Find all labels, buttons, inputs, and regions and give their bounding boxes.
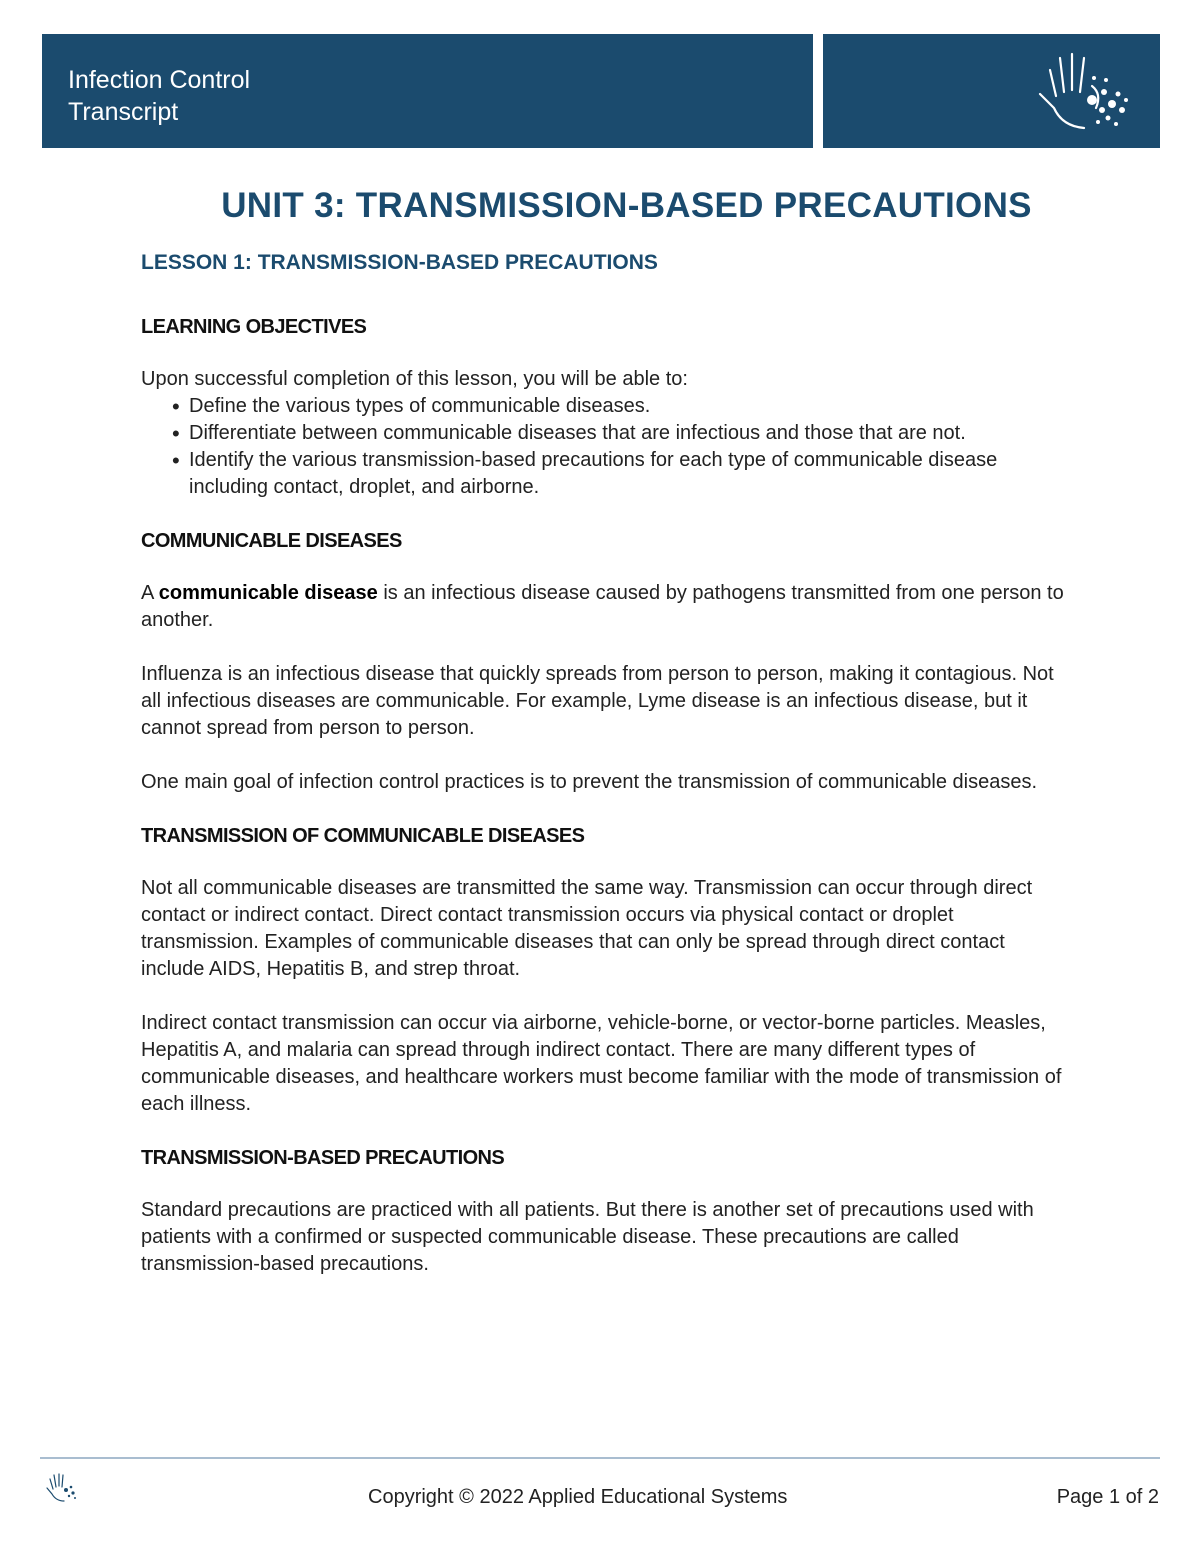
copyright-text: Copyright © 2022 Applied Educational Systems xyxy=(368,1486,788,1508)
objectives-intro: Upon successful completion of this lesson, you will be able to: xyxy=(141,368,688,390)
objective-item: • Define the various types of communicable diseases. xyxy=(189,393,1071,420)
document-title: Infection Control Transcript xyxy=(68,66,251,126)
goal-paragraph: One main goal of infection control practices is to prevent the transmission of communicable diseases. xyxy=(141,771,1037,793)
footer-divider xyxy=(40,1457,1160,1459)
learning-objectives-heading: LEARNING OBJECTIVES xyxy=(141,316,367,338)
hand-with-germs-icon xyxy=(1032,48,1132,136)
definition-text: is an infectious disease caused by pathogens transmitted from one person to another. xyxy=(141,582,1064,631)
document-body xyxy=(141,248,1071,1305)
influenza-paragraph: Influenza is an infectious disease that quickly spreads from person to person, making it contagious. Not all infectious diseases are communicable. For example, Lyme disease is an infectious disease, but it cannot spread from person to person. xyxy=(141,663,1054,739)
header-title-bar xyxy=(42,34,813,148)
precautions-heading: TRANSMISSION-BASED PRECAUTIONS xyxy=(141,1147,505,1169)
objectives-list xyxy=(141,393,1071,501)
definition-prefix: A xyxy=(141,582,159,604)
hand-with-germs-icon xyxy=(44,1470,78,1504)
direct-contact-paragraph: Not all communicable diseases are transmitted the same way. Transmission can occur through direct contact or indirect contact. Direct contact transmission occurs via physical contact or droplet transmission. Examples of communicable diseases that can only be spread through direct contact include AIDS, Hepatitis B, and strep throat. xyxy=(141,877,1033,980)
precautions-paragraph: Standard precautions are practiced with all patients. But there is another set of precautions used with patients with a confirmed or suspected communicable disease. These precautions are called transmission-based precautions. xyxy=(141,1199,1034,1275)
objective-item: • Differentiate between communicable diseases that are infectious and those that are not. xyxy=(189,420,1071,447)
unit-title: UNIT 3: TRANSMISSION-BASED PRECAUTIONS xyxy=(221,186,1032,225)
transmission-heading: TRANSMISSION OF COMMUNICABLE DISEASES xyxy=(141,825,585,847)
communicable-diseases-heading: COMMUNICABLE DISEASES xyxy=(141,530,402,552)
header-logo-bar xyxy=(823,34,1160,148)
page-number: Page 1 of 2 xyxy=(1056,1486,1159,1508)
objective-item: • Identify the various transmission-based precautions for each type of communicable disease including contact, droplet, and airborne. xyxy=(189,447,1071,501)
defined-term: communicable disease xyxy=(158,582,378,604)
indirect-contact-paragraph: Indirect contact transmission can occur via airborne, vehicle-borne, or vector-borne particles. Measles, Hepatitis A, and malaria can spread through indirect contact. There are many different types of communicable diseases, and healthcare workers must become familiar with the mode of transmission of each illness. xyxy=(141,1012,1062,1115)
lesson-title: LESSON 1: TRANSMISSION-BASED PRECAUTIONS xyxy=(141,251,658,274)
communicable-definition xyxy=(141,580,1071,634)
